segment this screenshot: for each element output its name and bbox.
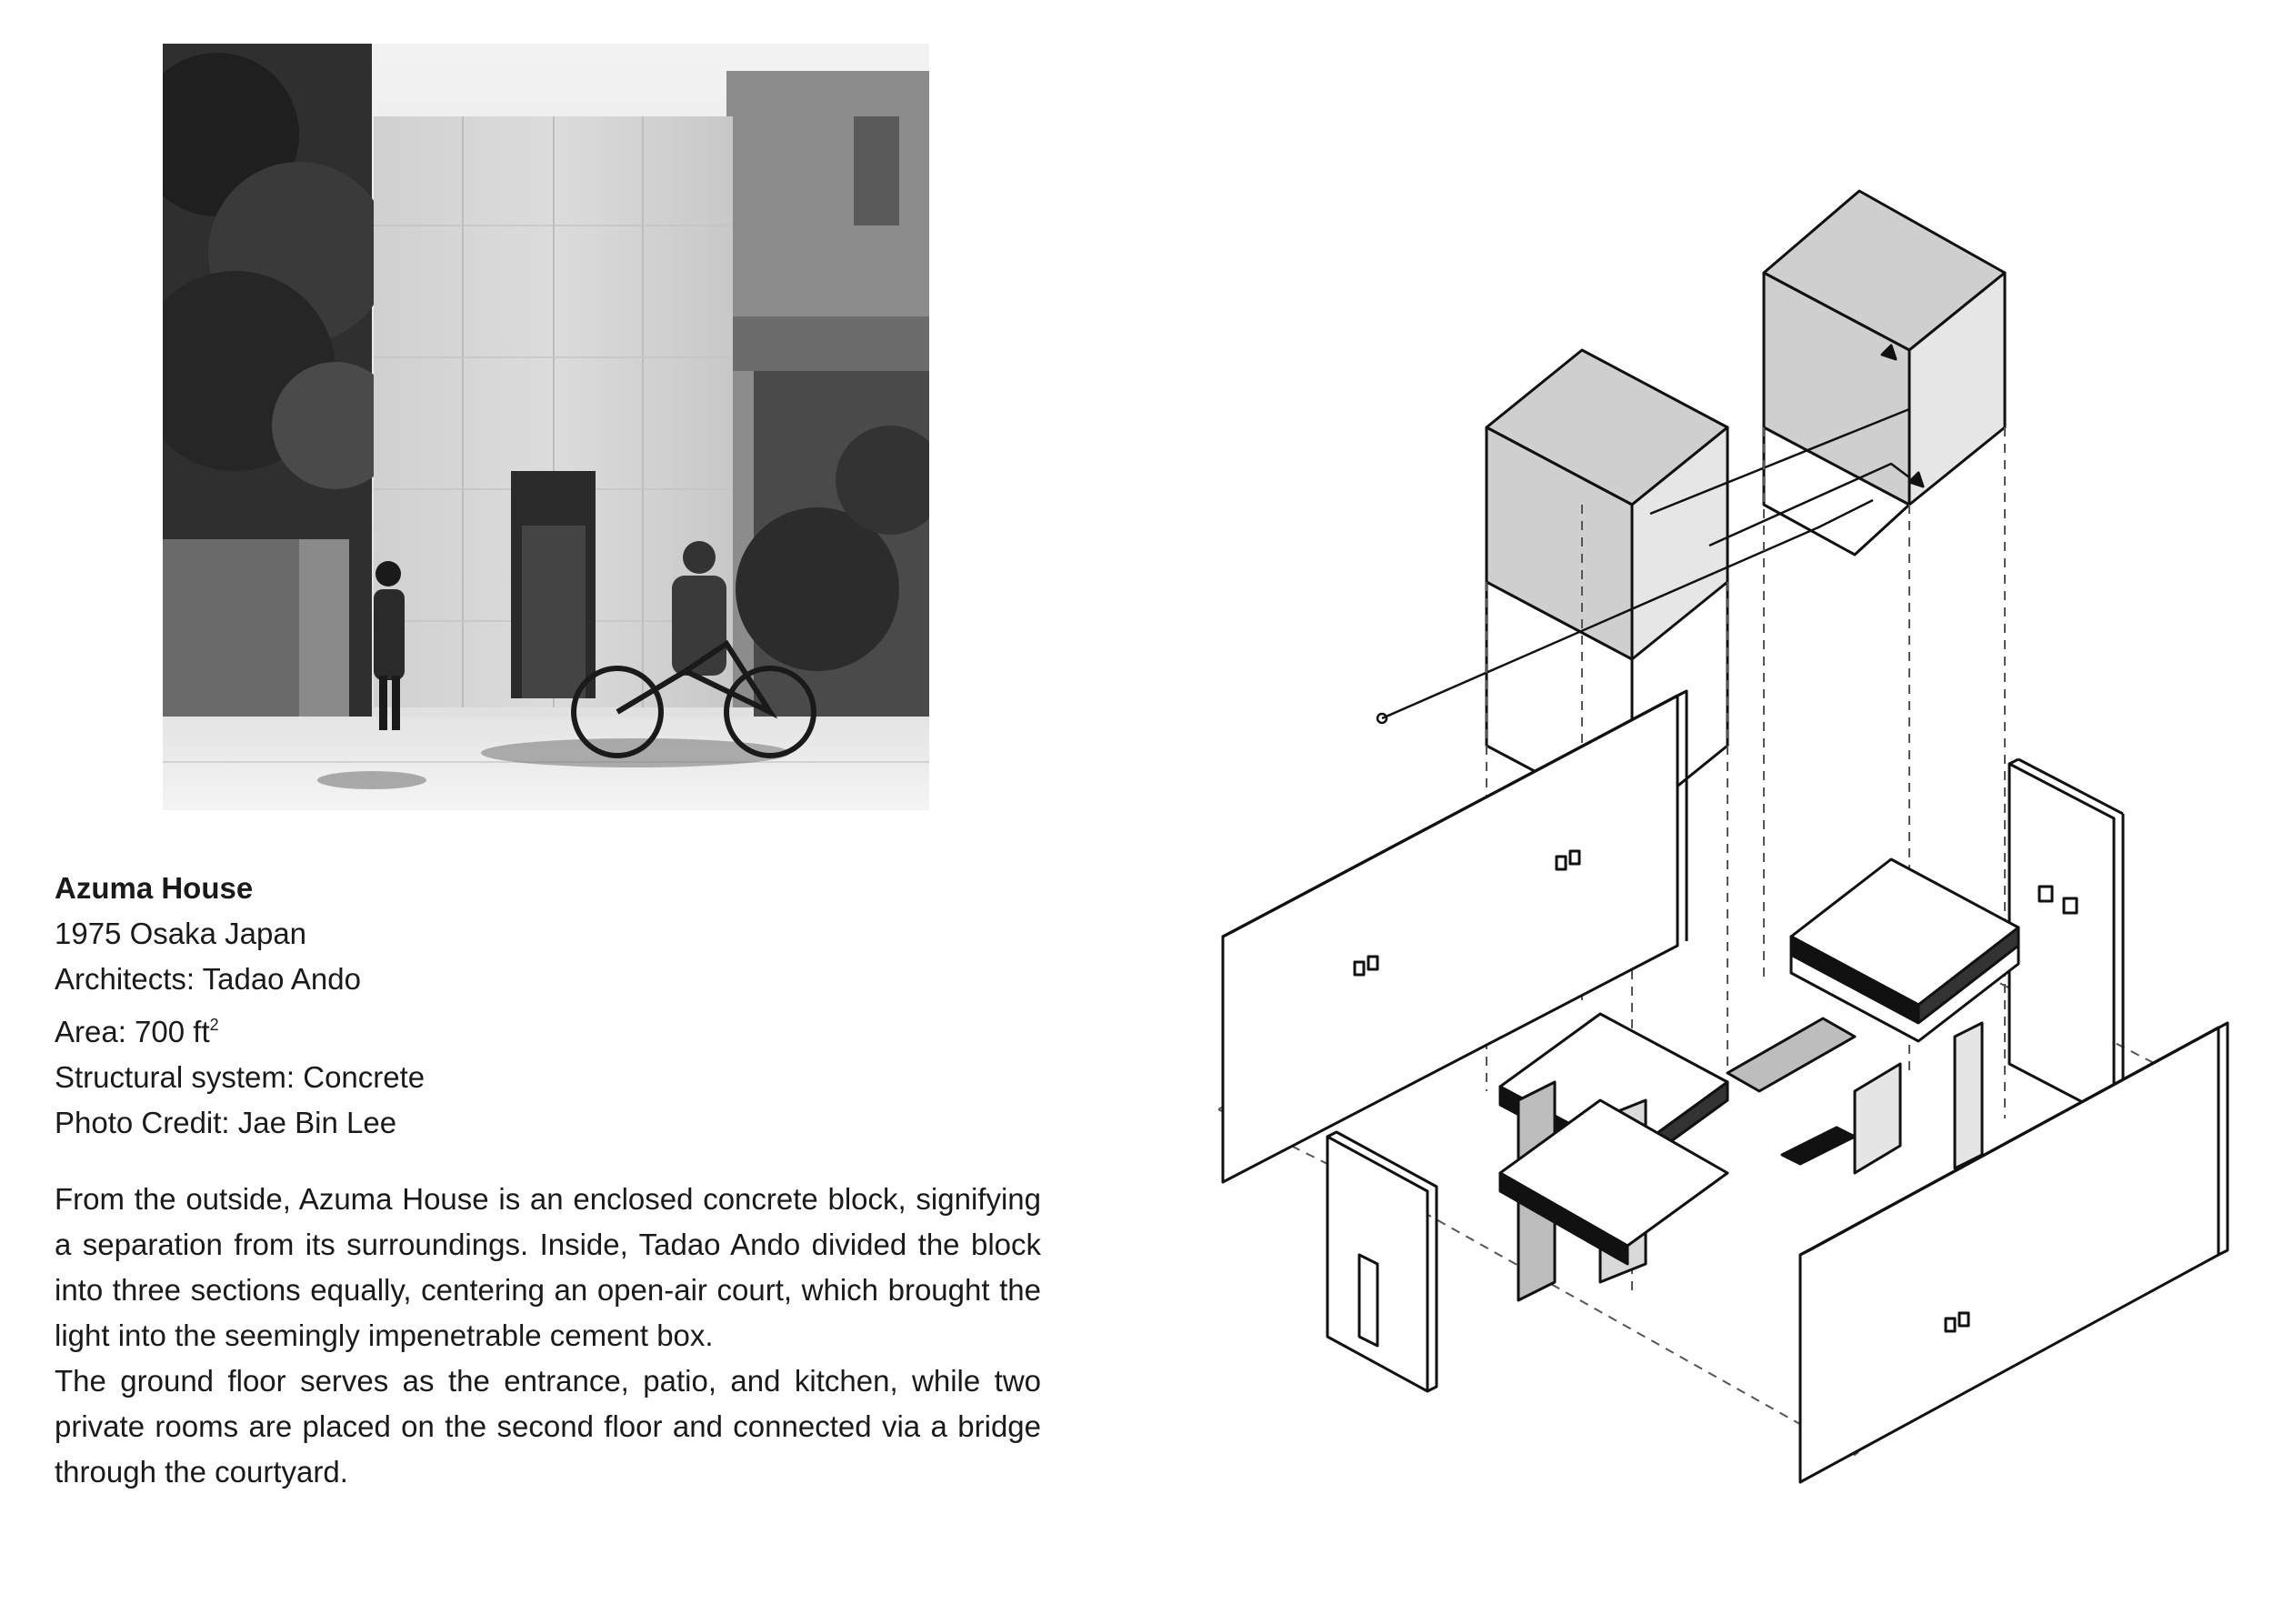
area <box>55 1002 1041 1055</box>
architects: Architects: Tadao Ando <box>55 962 361 996</box>
description-paragraph-1: From the outside, Azuma House is an enclosed concrete block, signifying a separation from its surroundings. Inside, Tadao Ando divided the block into three sections equally, centering an open-air court, which brought the light into the seemingly impenetrable cement box. <box>55 1182 1041 1352</box>
project-info <box>55 866 1041 1495</box>
area-superscript: 2 <box>209 1016 219 1034</box>
structural-system: Structural system: Concrete <box>55 1060 426 1094</box>
description-paragraph-2: The ground floor serves as the entrance, patio, and kitchen, while two private rooms are placed on the second floor and connected via a bridge through the courtyard. <box>55 1364 1041 1489</box>
year-location: 1975 Osaka Japan <box>55 917 307 950</box>
street-facade-photo <box>163 44 929 810</box>
project-title: Azuma House <box>55 871 254 905</box>
area-label: Area: 700 ft <box>55 1015 210 1048</box>
upper-room-volumes <box>1377 191 2005 823</box>
photo-credit: Photo Credit: Jae Bin Lee <box>55 1106 397 1139</box>
wall-back-right <box>2009 759 2123 1118</box>
exploded-axonometric-diagram <box>1218 164 2255 1491</box>
description <box>55 1177 1041 1495</box>
wall-front-left <box>1327 1132 1437 1391</box>
